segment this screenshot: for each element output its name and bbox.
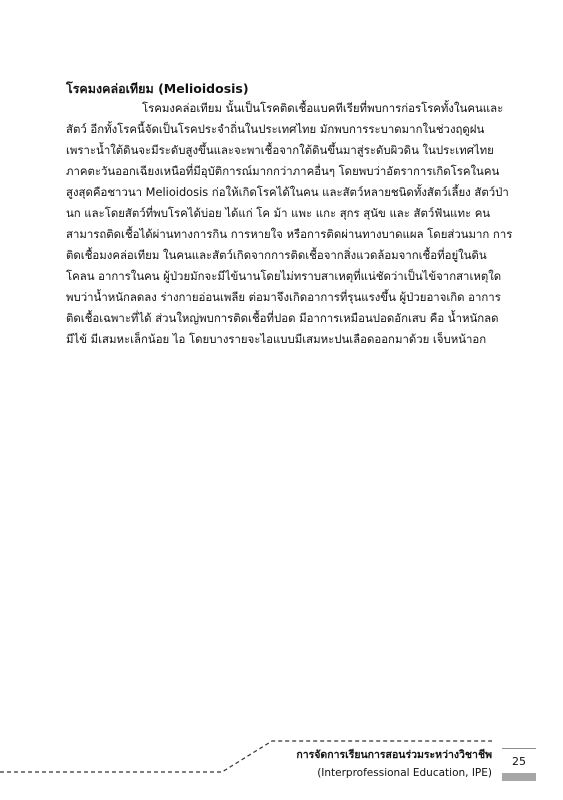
page-number: 25 (512, 755, 526, 768)
section-heading: โรคมงคล่อเทียม (Melioidosis) (66, 81, 249, 96)
paragraph-line: สูงสุดคือชาวนา Melioidosis ก่อให้เกิดโรคได้ในคน และสัตว์หลายชนิดทั้งสัตว์เลี้ยง สัตว์ป่า (66, 185, 509, 199)
paragraph-line: เพราะน้ำใต้ดินจะมีระดับสูงขึ้นและจะพาเชื้อจากใต้ดินขึ้นมาสู่ระดับผิวดิน ในประเทศไทย (66, 143, 494, 157)
footer-course-title: การจัดการเรียนการสอนร่วมระหว่างวิชาชีพ (296, 749, 492, 761)
paragraph-line: โรคมงคล่อเทียม นั้นเป็นโรคติดเชื้อแบคทีเรียที่พบการก่อรโรคทั้งในคนและ (142, 101, 504, 115)
page-tab-marker (502, 773, 536, 781)
footer-course-subtitle: (Interprofessional Education, IPE) (317, 767, 492, 779)
paragraph-line: สามารถติดเชื้อได้ผ่านทางการกิน การหายใจ หรือการติดผ่านทางบาดแผล โดยส่วนมาก การ (66, 227, 513, 241)
paragraph-line: ติดเชื้อเฉพาะที่ได้ ส่วนใหญ่พบการติดเชื้อที่ปอด มีอาการเหมือนปอดอักเสบ คือ น้ำหนักลด (66, 311, 499, 325)
paragraph-line: นก และโดยสัตว์ที่พบโรคได้บ่อย ได้แก่ โค ม้า แพะ แกะ สุกร สุนัข และ สัตว์ฟันแทะ คน (66, 206, 491, 220)
page-number-rule (502, 748, 536, 749)
paragraph-line: ภาคตะวันออกเฉียงเหนือที่มีอุบัติการณ์มากกว่าภาคอื่นๆ โดยพบว่าอัตราการเกิดโรคในคน (66, 164, 500, 178)
paragraph-line: โคลน อาการในคน ผู้ป่วยมักจะมีไข้นานโดยไม่ทราบสาเหตุที่แน่ชัดว่าเป็นไข้จากสาเหตุใด (66, 269, 502, 283)
paragraph-line: สัตว์ อีกทั้งโรคนี้จัดเป็นโรคประจำถิ่นในประเทศไทย มักพบการระบาดมากในช่วงฤดูฝน (66, 122, 485, 136)
paragraph-line: ติดเชื้อมงคล่อเทียม ในคนและสัตว์เกิดจากการติดเชื้อจากสิ่งแวดล้อมจากเชื้อที่อยู่ในดิน (66, 248, 487, 262)
paragraph-line: พบว่าน้ำหนักลดลง ร่างกายอ่อนเพลีย ต่อมาจึงเกิดอาการที่รุนแรงขึ้น ผู้ป่วยอาจเกิด อาการ (66, 290, 501, 304)
paragraph-line: มีไข้ มีเสมหะเล็กน้อย ไอ โดยบางรายจะไอแบบมีเสมหะปนเลือดออกมาด้วย เจ็บหน้าอก (66, 332, 487, 346)
